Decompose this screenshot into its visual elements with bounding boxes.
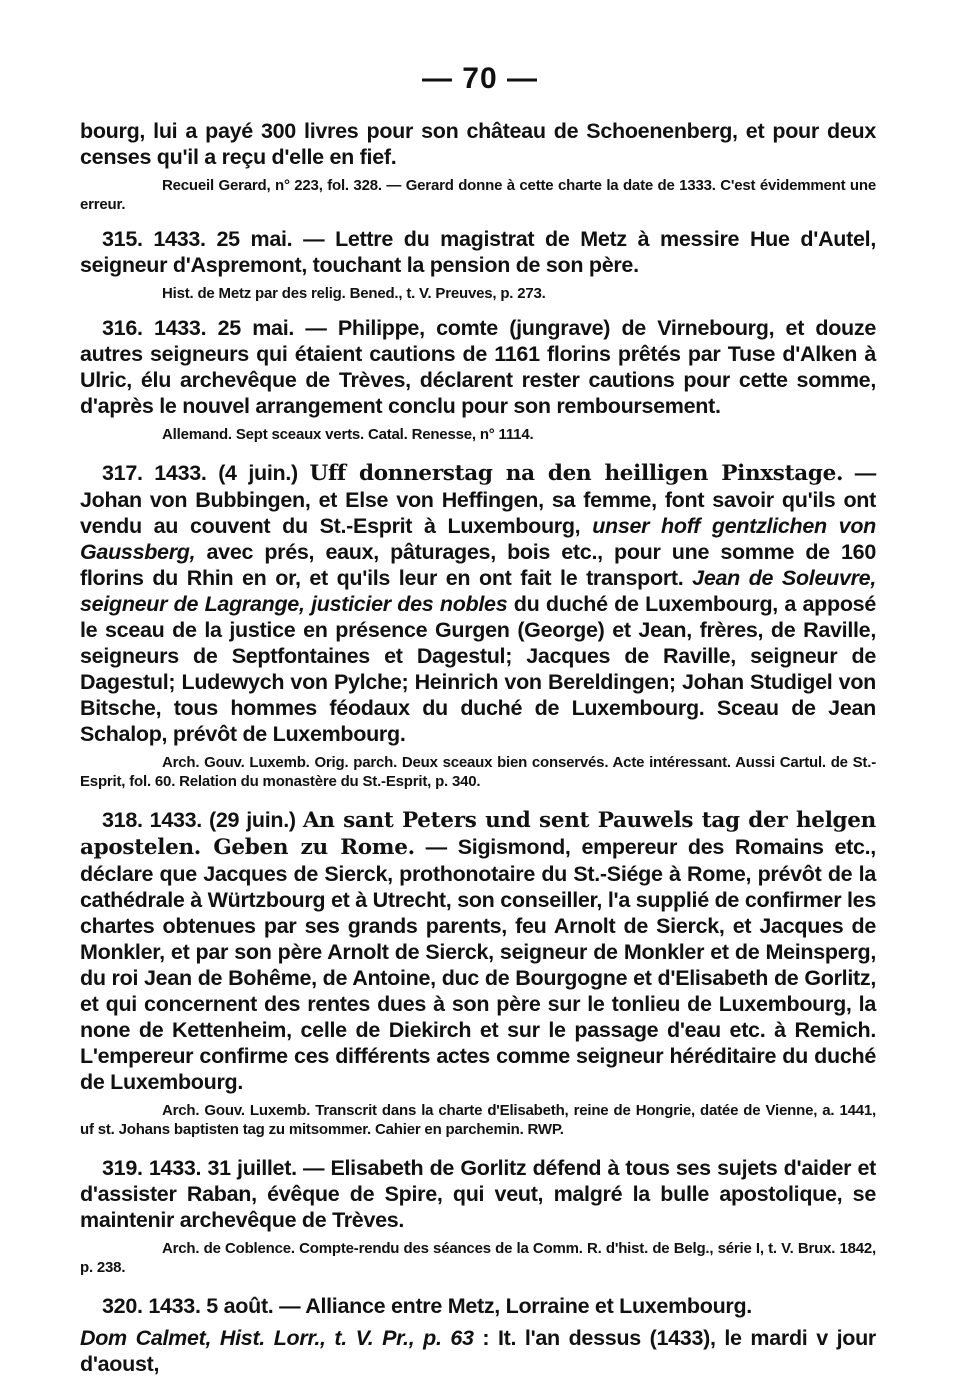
entry-317-quote: unser hoff gentzlichen von Gaussberg, — [80, 514, 876, 564]
entry-317-date: 317. 1433. (4 juin.) — [102, 461, 310, 485]
entry-317-text — [80, 460, 876, 747]
entry-318-date: 318. 1433. (29 juin.) — [102, 808, 303, 832]
entry-318-note: Arch. Gouv. Luxemb. Transcrit dans la charte d'Elisabeth, reine de Hongrie, datée de Vienne, a. 1441, uf st. Johans baptisten tag zu mitsommer. Cahier en parchemin. RWP. — [80, 1102, 876, 1138]
entry-317-body-3: du duché de Luxembourg, a apposé le sceau de la justice en présence Gurgen (George) et Jean, frères, de Raville, seigneurs de Septfontaines et Dagestul; Jacques de Raville, seigneur de Dagestul; Ludewych von Pylche; Heinrich von Bereldingen; Johan Studigel von Bitsche, tous hommes féodaux du duché de Luxembourg. Sceau de Jean Schalop, prévôt de Luxembourg. — [80, 592, 876, 746]
entry-319-note: Arch. de Coblence. Compte-rendu des séances de la Comm. R. d'hist. de Belg., série I, t. V. Brux. 1842, p. 238. — [80, 1240, 876, 1276]
entry-320-source: Dom Calmet, Hist. Lorr., t. V. Pr., p. 63 — [80, 1326, 474, 1350]
entry-315-note: Hist. de Metz par des relig. Bened., t. V. Preuves, p. 273. — [162, 285, 546, 302]
entry-continuation-text: bourg, lui a payé 300 livres pour son château de Schoenenberg, et pour deux censes qu'il a reçu d'elle en fief. — [80, 119, 876, 169]
entry-318-text — [80, 807, 876, 1095]
entry-320-text: 320. 1433. 5 août. — Alliance entre Metz, Lorraine et Luxembourg. — [102, 1294, 752, 1318]
entry-315-text: 315. 1433. 25 mai. — Lettre du magistrat de Metz à messire Hue d'Autel, seigneur d'Aspremont, touchant la pension de son père. — [80, 227, 876, 277]
page-number: — 70 — — [421, 62, 539, 95]
entry-318-body: — Sigismond, empereur des Romains etc., déclare que Jacques de Sierck, prothonotaire du St.-Siége à Rome, prévôt de la cathédrale à Würtzbourg et à Utrecht, son conseiller, l'a supplié de confirmer les chartes obtenues par ses grands parents, feu Arnolt de Sierck, et Jacques de Monkler, et par son père Arnolt de Sierck, seigneur de Monkler et de Meinsperg, du roi Jean de Bohême, de Antoine, duc de Bourgogne et d'Elisabeth de Gorlitz, et qui concernent des rentes dues à son père sur le tonlieu de Luxembourg, la none de Kettenheim, celle de Diekirch et sur le passage d'eau etc. à Remich. L'empereur confirme ces différents actes comme seigneur héréditaire du duché de Luxembourg. — [80, 835, 876, 1094]
entry-320-quote: : It. l'an dessus (1433), le mardi v jour d'aoust, — [80, 1326, 876, 1376]
entry-319-text: 319. 1433. 31 juillet. — Elisabeth de Gorlitz défend à tous ses sujets d'aider et d'assister Raban, évêque de Spire, qui veut, malgré la bulle apostolique, se maintenir archevêque de Trèves. — [80, 1156, 876, 1232]
page-content — [80, 118, 876, 1377]
entry-316-text: 316. 1433. 25 mai. — Philippe, comte (jungrave) de Virnebourg, et douze autres seigneurs qui étaient cautions de 1161 florins prêtés par Tuse d'Alken à Ulric, élu archevêque de Trèves, déclarent rester cautions pour cette somme, d'après le nouvel arrangement conclu pour son remboursement. — [80, 316, 876, 418]
entry-317-german-date: Uff donnerstag na den heilligen Pinxstage. — [309, 461, 844, 486]
entry-317-body-2: avec prés, eaux, pâturages, bois etc., pour une somme de 160 florins du Rhin en or, et qu'ils leur en ont fait le transport. — [80, 540, 876, 590]
entry-317-note: Arch. Gouv. Luxemb. Orig. parch. Deux sceaux bien conservés. Acte intéressant. Aussi Cartul. de St.-Esprit, fol. 60. Relation du monastère du St.-Esprit, p. 340. — [80, 754, 876, 790]
entry-317-justicier: Jean de Soleuvre, seigneur de Lagrange, justicier des nobles — [80, 566, 877, 616]
entry-318-german-date: An sant Peters und sent Pauwels tag der helgen apostelen. Geben zu Rome. — [80, 808, 876, 860]
entry-316-note: Allemand. Sept sceaux verts. Catal. Renesse, n° 1114. — [162, 426, 534, 443]
entry-continuation-note: Recueil Gerard, n° 223, fol. 328. — Gerard donne à cette charte la date de 1333. C'est évidemment une erreur. — [80, 177, 876, 213]
entry-317-body-1: — Johan von Bubbingen, et Else von Heffingen, sa femme, font savoir qu'ils ont vendu au couvent du St.-Esprit à Luxembourg, — [80, 461, 876, 538]
entry-320-citation — [80, 1325, 876, 1377]
